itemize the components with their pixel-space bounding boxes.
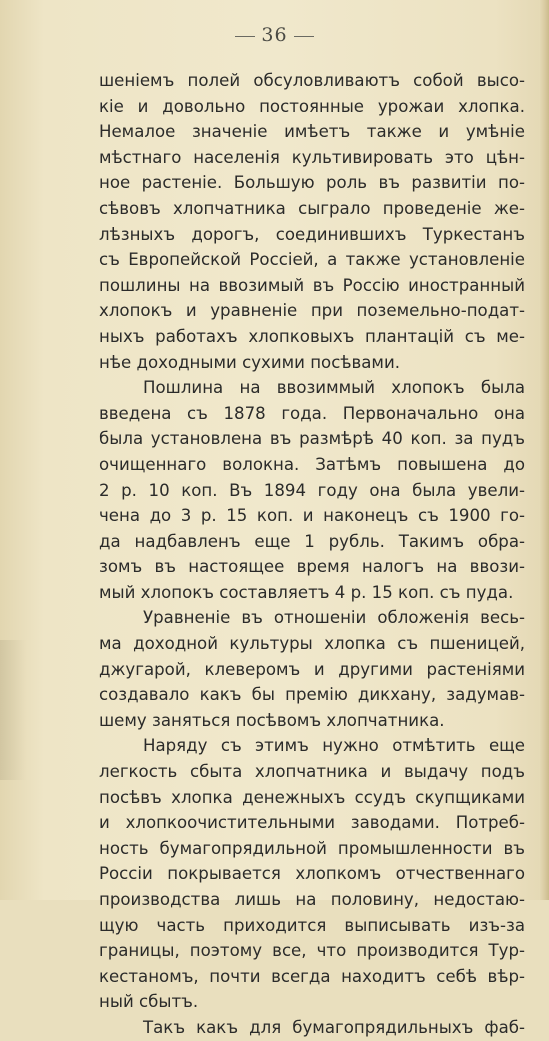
text-line: и хлопкоочистительными заводами. Потреб-: [99, 813, 525, 833]
text-line: посѣвъ хлопка денежныхъ ссудъ скупщиками: [99, 787, 525, 807]
text-line: кестаномъ, почти всегда находитъ себѣ вѣр-: [99, 966, 525, 986]
text-line: шеніемъ полей обсуловливаютъ собой высо-: [99, 71, 525, 90]
text-line: шему заняться посѣвомъ хлопчатника.: [99, 710, 445, 730]
header-dash-left: [235, 36, 255, 37]
text-line: Наряду съ этимъ нужно отмѣтить еще: [143, 736, 525, 756]
text-line: легкость сбыта хлопчатника и выдачу подъ: [99, 762, 525, 782]
text-line: ныхъ работахъ хлопковыхъ плантацій съ ме-: [99, 326, 525, 346]
text-line: введена съ 1878 года. Первоначально она: [99, 403, 525, 423]
page-header: [0, 24, 549, 46]
text-line: хлопокъ и уравненіе при поземельно-подат-: [99, 301, 525, 321]
header-dash-right: [294, 36, 314, 37]
text-line: съ Европейской Россіей, а также установленіе: [99, 250, 525, 270]
body-text: [99, 68, 525, 1041]
bleed-through-shadow: [0, 640, 26, 780]
text-line: мѣстнаго населенія культивировать это цѣн-: [99, 147, 525, 167]
text-line: кіе и довольно постоянные урожаи хлопка.: [99, 96, 525, 116]
text-line: границы, поэтому все, что производится Тур-: [99, 941, 525, 961]
text-line: Пошлина на ввозиммый хлопокъ была: [143, 378, 525, 398]
text-line: Немалое значеніе имѣетъ также и умѣніе: [99, 122, 525, 142]
text-line: ное растеніе. Большую роль въ развитіи по-: [99, 173, 525, 193]
text-line: ность бумагопрядильной промышленности въ: [99, 838, 525, 858]
text-line: да надбавленъ еще 1 рубль. Такимъ обра-: [99, 531, 525, 551]
text-line: Такъ какъ для бумагопрядильныхъ фаб-: [143, 1017, 525, 1037]
text-line: ный сбытъ.: [99, 992, 199, 1012]
text-line: зомъ въ настоящее время налогъ на ввози-: [99, 557, 525, 577]
text-line: создавало какъ бы премію дикхану, задумав-: [99, 685, 525, 705]
text-line: пошлины на ввозимый въ Россію иностранный: [99, 275, 525, 295]
text-line: Уравненіе въ отношеніи обложенія весь-: [143, 608, 525, 628]
text-line: сѣвовъ хлопчатника сыграло проведеніе же-: [99, 198, 525, 218]
text-line: чена до 3 р. 15 коп. и наконецъ съ 1900 го-: [99, 506, 525, 526]
text-line: мый хлопокъ составляетъ 4 р. 15 коп. съ пуда.: [99, 582, 514, 602]
text-line: щую часть приходится выписывать изъ-за: [99, 915, 525, 935]
text-line: очищеннаго волокна. Затѣмъ повышена до: [99, 454, 525, 474]
text-line: джугарой, клеверомъ и другими растеніями: [99, 659, 525, 679]
text-line: была установлена въ размѣрѣ 40 коп. за пудъ: [99, 429, 525, 449]
text-line: лѣзныхъ дорогъ, соединившихъ Туркестанъ: [99, 224, 525, 244]
text-line: Россіи покрывается хлопкомъ отчественнаго: [99, 864, 525, 884]
page-edge: [539, 0, 549, 900]
text-line: 2 р. 10 коп. Въ 1894 году она была увели-: [99, 480, 525, 500]
text-line: производства лишь на половину, недостаю-: [99, 890, 525, 909]
text-line: нѣе доходными сухими посѣвами.: [99, 352, 401, 372]
text-line: ма доходной культуры хлопка съ пшеницей,: [99, 634, 525, 654]
page-number: 36: [261, 24, 288, 46]
